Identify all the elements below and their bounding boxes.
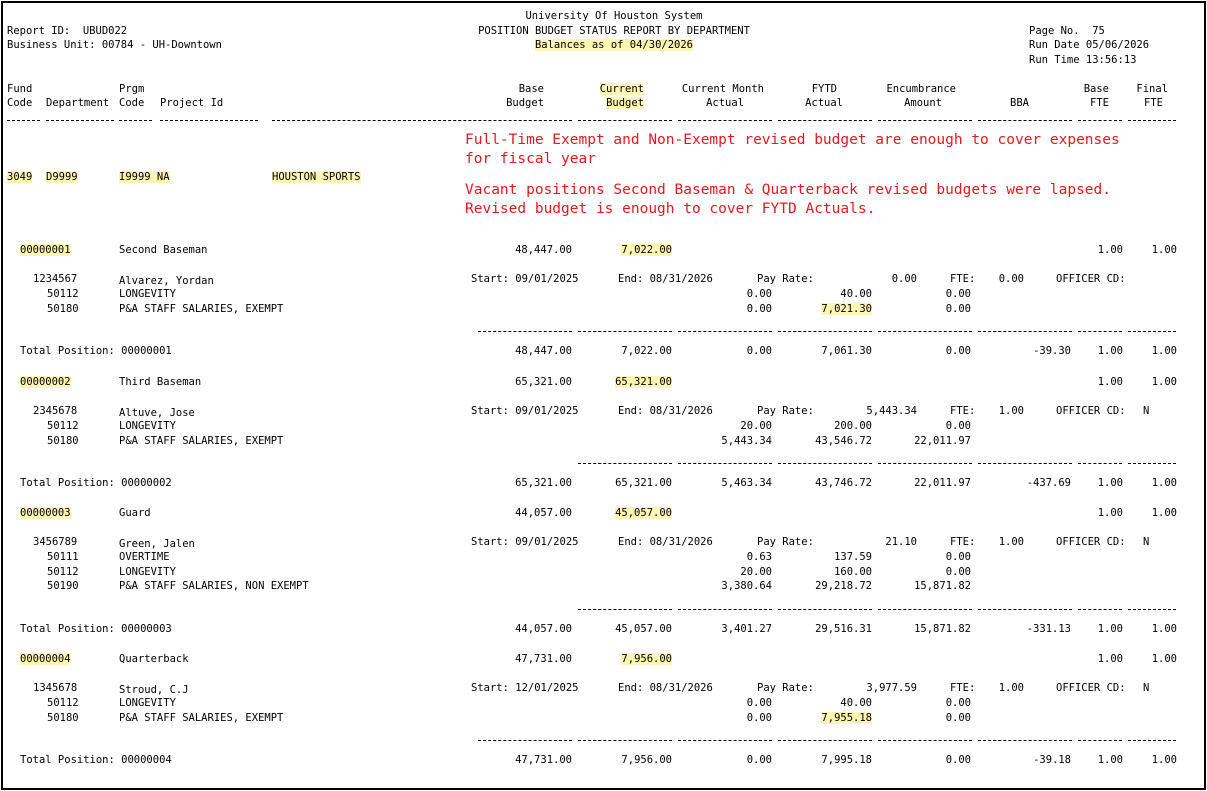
total-separator bbox=[978, 609, 1072, 610]
account-current-month: 0.00 bbox=[746, 302, 772, 315]
position-final-fte: 1.00 bbox=[1151, 244, 1177, 256]
fte-label: FTE: bbox=[950, 273, 976, 285]
position-base-budget: 47,731.00 bbox=[515, 653, 572, 665]
account-current-month: 20.00 bbox=[740, 565, 772, 578]
account-code: 50112 bbox=[47, 697, 79, 709]
officer-value: N bbox=[1143, 536, 1150, 548]
account-current-month: 0.00 bbox=[746, 711, 772, 724]
col-current-month: Current Month bbox=[681, 83, 764, 95]
account-encumbrance: 15,871.82 bbox=[914, 580, 971, 592]
position-base-fte: 1.00 bbox=[1097, 244, 1123, 256]
total-separator bbox=[578, 609, 672, 610]
employee-start: Start: 09/01/2025 bbox=[471, 536, 579, 548]
account-description: P&A STAFF SALARIES, EXEMPT bbox=[119, 711, 284, 724]
total-position-label: Total Position: 00000003 bbox=[20, 623, 172, 635]
total-separator bbox=[1128, 331, 1176, 332]
col-base-budget: Budget bbox=[506, 97, 544, 109]
position-final-fte: 1.00 bbox=[1151, 376, 1177, 388]
total-separator bbox=[778, 740, 872, 741]
total-separator bbox=[1078, 331, 1122, 332]
total-bba: -39.30 bbox=[1033, 345, 1071, 357]
position-current-budget: 7,022.00 bbox=[621, 244, 672, 256]
employee-name: Stroud, C.J bbox=[119, 684, 189, 696]
annotation-note-1-line-1: Full-Time Exempt and Non-Exempt revised budget are enough to cover expenses bbox=[465, 132, 1120, 148]
col-current: Current bbox=[599, 83, 644, 95]
run-time: Run Time 13:56:13 bbox=[1029, 54, 1137, 66]
pay-rate-label: Pay Rate: bbox=[757, 273, 814, 285]
account-fytd: 40.00 bbox=[840, 697, 872, 709]
account-code: 50112 bbox=[47, 565, 79, 578]
total-position-label: Total Position: 00000001 bbox=[20, 345, 172, 357]
account-code: 50112 bbox=[47, 420, 79, 432]
pay-rate-value: 21.10 bbox=[885, 536, 917, 548]
employee-id: 1234567 bbox=[33, 273, 78, 285]
position-final-fte: 1.00 bbox=[1151, 653, 1177, 665]
col-prgm-code: Code bbox=[119, 97, 145, 109]
account-current-month: 20.00 bbox=[740, 420, 772, 432]
account-code: 50190 bbox=[47, 580, 79, 592]
total-final-fte: 1.00 bbox=[1151, 477, 1177, 489]
position-title: Third Baseman bbox=[119, 376, 202, 388]
position-id: 00000002 bbox=[20, 376, 71, 388]
total-current-budget: 45,057.00 bbox=[615, 623, 672, 635]
dept-prgm: I9999 NA bbox=[119, 171, 170, 183]
total-base-fte: 1.00 bbox=[1097, 754, 1123, 766]
position-base-budget: 48,447.00 bbox=[515, 244, 572, 256]
position-base-fte: 1.00 bbox=[1097, 376, 1123, 388]
employee-start: Start: 12/01/2025 bbox=[471, 682, 579, 694]
total-final-fte: 1.00 bbox=[1151, 754, 1177, 766]
total-base-fte: 1.00 bbox=[1097, 345, 1123, 357]
position-title: Guard bbox=[119, 507, 151, 519]
total-separator bbox=[778, 609, 872, 610]
total-current-month: 5,463.34 bbox=[721, 477, 772, 489]
account-encumbrance: 22,011.97 bbox=[914, 434, 971, 447]
employee-id: 2345678 bbox=[33, 405, 78, 417]
fte-label: FTE: bbox=[950, 682, 976, 694]
account-encumbrance: 0.00 bbox=[945, 420, 971, 432]
position-title: Second Baseman bbox=[119, 244, 208, 256]
total-separator bbox=[1078, 463, 1122, 464]
total-separator bbox=[678, 463, 772, 464]
total-position-label: Total Position: 00000004 bbox=[20, 754, 172, 766]
total-current-month: 3,401.27 bbox=[721, 623, 772, 635]
employee-id: 3456789 bbox=[33, 536, 78, 548]
account-current-month: 5,443.34 bbox=[721, 434, 772, 447]
total-encumbrance: 0.00 bbox=[945, 345, 971, 357]
account-encumbrance: 0.00 bbox=[945, 711, 971, 724]
position-current-budget: 7,956.00 bbox=[621, 653, 672, 665]
officer-label: OFFICER CD: bbox=[1056, 536, 1126, 548]
account-fytd: 160.00 bbox=[834, 565, 872, 578]
account-encumbrance: 0.00 bbox=[945, 565, 971, 578]
total-separator bbox=[878, 609, 972, 610]
account-fytd: 7,021.30 bbox=[821, 302, 872, 315]
total-separator bbox=[1128, 463, 1176, 464]
account-description: LONGEVITY bbox=[119, 565, 176, 578]
total-current-month: 0.00 bbox=[746, 754, 772, 766]
account-code: 50111 bbox=[47, 551, 79, 563]
col-bba: BBA bbox=[1010, 97, 1029, 109]
officer-value: N bbox=[1143, 405, 1150, 417]
pay-rate-value: 3,977.59 bbox=[866, 682, 917, 694]
total-separator bbox=[778, 463, 872, 464]
total-base-budget: 44,057.00 bbox=[515, 623, 572, 635]
fte-label: FTE: bbox=[950, 536, 976, 548]
account-description: OVERTIME bbox=[119, 551, 170, 563]
total-separator bbox=[1078, 609, 1122, 610]
officer-label: OFFICER CD: bbox=[1056, 682, 1126, 694]
total-separator bbox=[978, 740, 1072, 741]
account-description: LONGEVITY bbox=[119, 420, 176, 432]
total-separator bbox=[978, 331, 1072, 332]
total-separator bbox=[878, 331, 972, 332]
account-current-month: 0.00 bbox=[746, 697, 772, 709]
col-encumbrance-amount: Amount bbox=[904, 97, 942, 109]
total-base-fte: 1.00 bbox=[1097, 477, 1123, 489]
total-separator bbox=[1128, 609, 1176, 610]
col-fytd: FYTD bbox=[811, 83, 837, 95]
employee-end: End: 08/31/2026 bbox=[618, 536, 713, 548]
col-current-budget: Budget bbox=[606, 97, 644, 109]
total-bba: -331.13 bbox=[1026, 623, 1071, 635]
employee-end: End: 08/31/2026 bbox=[618, 682, 713, 694]
page-number: Page No. 75 bbox=[1029, 25, 1105, 37]
officer-value: N bbox=[1143, 682, 1150, 694]
col-base-fte-label: FTE bbox=[1090, 97, 1109, 109]
dept-name: HOUSTON SPORTS bbox=[272, 171, 361, 183]
account-current-month: 3,380.64 bbox=[721, 580, 772, 592]
employee-end: End: 08/31/2026 bbox=[618, 273, 713, 285]
pay-rate-label: Pay Rate: bbox=[757, 682, 814, 694]
position-final-fte: 1.00 bbox=[1151, 507, 1177, 519]
account-encumbrance: 0.00 bbox=[945, 551, 971, 563]
col-base-fte: Base bbox=[1083, 83, 1109, 95]
total-separator bbox=[678, 609, 772, 610]
annotation-note-2-line-1: Vacant positions Second Baseman & Quarterback revised budgets were lapsed. bbox=[465, 182, 1112, 198]
fte-value: 1.00 bbox=[998, 536, 1024, 548]
col-fund-code: Code bbox=[7, 97, 33, 109]
total-bba: -437.69 bbox=[1026, 477, 1071, 489]
total-separator bbox=[578, 740, 672, 741]
total-separator bbox=[578, 331, 672, 332]
system-name: University Of Houston System bbox=[525, 10, 703, 22]
business-unit: Business Unit: 00784 - UH-Downtown bbox=[7, 39, 222, 51]
account-encumbrance: 0.00 bbox=[945, 288, 971, 300]
fte-value: 1.00 bbox=[998, 405, 1024, 417]
dept-fund: 3049 bbox=[7, 171, 33, 183]
total-position-label: Total Position: 00000002 bbox=[20, 477, 172, 489]
total-current-budget: 7,956.00 bbox=[621, 754, 672, 766]
col-final-fte-label: FTE bbox=[1144, 97, 1163, 109]
total-separator bbox=[1078, 740, 1122, 741]
position-title: Quarterback bbox=[119, 653, 189, 665]
total-separator bbox=[478, 331, 572, 332]
position-base-fte: 1.00 bbox=[1097, 653, 1123, 665]
total-encumbrance: 0.00 bbox=[945, 754, 971, 766]
account-code: 50180 bbox=[47, 711, 79, 724]
fte-value: 0.00 bbox=[998, 273, 1024, 285]
total-fytd: 29,516.31 bbox=[815, 623, 872, 635]
account-current-month: 0.63 bbox=[746, 551, 772, 563]
col-final-fte: Final bbox=[1136, 83, 1168, 95]
balances-text: Balances as of 04/30/2026 bbox=[534, 39, 694, 51]
total-final-fte: 1.00 bbox=[1151, 345, 1177, 357]
total-base-budget: 65,321.00 bbox=[515, 477, 572, 489]
account-description: P&A STAFF SALARIES, NON EXEMPT bbox=[119, 580, 309, 592]
total-encumbrance: 15,871.82 bbox=[914, 623, 971, 635]
account-fytd: 137.59 bbox=[834, 551, 872, 563]
position-id: 00000003 bbox=[20, 507, 71, 519]
total-separator bbox=[978, 463, 1072, 464]
account-encumbrance: 0.00 bbox=[945, 697, 971, 709]
total-current-budget: 65,321.00 bbox=[615, 477, 672, 489]
pay-rate-value: 5,443.34 bbox=[866, 405, 917, 417]
col-encumbrance: Encumbrance bbox=[886, 83, 956, 95]
total-encumbrance: 22,011.97 bbox=[914, 477, 971, 489]
col-project-id: Project Id bbox=[160, 97, 224, 109]
position-base-budget: 65,321.00 bbox=[515, 376, 572, 388]
total-separator bbox=[778, 331, 872, 332]
employee-end: End: 08/31/2026 bbox=[618, 405, 713, 417]
account-description: P&A STAFF SALARIES, EXEMPT bbox=[119, 434, 284, 447]
dept-department: D9999 bbox=[46, 171, 78, 183]
account-code: 50112 bbox=[47, 288, 79, 300]
annotation-note-1-line-2: for fiscal year bbox=[465, 151, 596, 167]
col-fytd-actual: Actual bbox=[805, 97, 843, 109]
pay-rate-value: 0.00 bbox=[891, 273, 917, 285]
officer-label: OFFICER CD: bbox=[1056, 273, 1126, 285]
account-encumbrance: 0.00 bbox=[945, 302, 971, 315]
total-bba: -39.18 bbox=[1033, 754, 1071, 766]
total-separator bbox=[478, 740, 572, 741]
account-fytd: 29,218.72 bbox=[815, 580, 872, 592]
col-prgm: Prgm bbox=[119, 83, 145, 95]
account-code: 50180 bbox=[47, 434, 79, 447]
annotation-note-2-line-2: Revised budget is enough to cover FYTD Actuals. bbox=[465, 201, 876, 217]
col-base: Base bbox=[518, 83, 544, 95]
position-base-budget: 44,057.00 bbox=[515, 507, 572, 519]
col-department: Department bbox=[46, 97, 110, 109]
pay-rate-label: Pay Rate: bbox=[757, 536, 814, 548]
employee-start: Start: 09/01/2025 bbox=[471, 405, 579, 417]
balances-date bbox=[404, 38, 824, 52]
col-fund: Fund bbox=[7, 83, 33, 95]
total-separator bbox=[678, 331, 772, 332]
total-separator bbox=[678, 740, 772, 741]
total-current-budget: 7,022.00 bbox=[621, 345, 672, 357]
account-fytd: 7,955.18 bbox=[821, 711, 872, 724]
position-current-budget: 65,321.00 bbox=[615, 376, 672, 388]
pay-rate-label: Pay Rate: bbox=[757, 405, 814, 417]
position-base-fte: 1.00 bbox=[1097, 507, 1123, 519]
account-fytd: 43,546.72 bbox=[815, 434, 872, 447]
total-current-month: 0.00 bbox=[746, 345, 772, 357]
total-fytd: 7,061.30 bbox=[821, 345, 872, 357]
position-current-budget: 45,057.00 bbox=[615, 507, 672, 519]
employee-name: Green, Jalen bbox=[119, 538, 195, 550]
col-current-month-actual: Actual bbox=[706, 97, 744, 109]
employee-start: Start: 09/01/2025 bbox=[471, 273, 579, 285]
account-current-month: 0.00 bbox=[746, 288, 772, 300]
run-date: Run Date 05/06/2026 bbox=[1029, 39, 1150, 51]
fte-label: FTE: bbox=[950, 405, 976, 417]
report-title: POSITION BUDGET STATUS REPORT BY DEPARTMENT bbox=[478, 25, 750, 37]
account-description: LONGEVITY bbox=[119, 697, 176, 709]
total-separator bbox=[878, 740, 972, 741]
account-code: 50180 bbox=[47, 302, 79, 315]
total-final-fte: 1.00 bbox=[1151, 623, 1177, 635]
account-fytd: 40.00 bbox=[840, 288, 872, 300]
position-id: 00000004 bbox=[20, 653, 71, 665]
total-base-budget: 47,731.00 bbox=[515, 754, 572, 766]
total-base-fte: 1.00 bbox=[1097, 623, 1123, 635]
total-fytd: 7,995.18 bbox=[821, 754, 872, 766]
total-base-budget: 48,447.00 bbox=[515, 345, 572, 357]
position-id: 00000001 bbox=[20, 244, 71, 256]
employee-name: Alvarez, Yordan bbox=[119, 275, 214, 287]
account-description: P&A STAFF SALARIES, EXEMPT bbox=[119, 302, 284, 315]
report-id: Report ID: UBUD022 bbox=[7, 25, 128, 37]
account-description: LONGEVITY bbox=[119, 288, 176, 300]
employee-name: Altuve, Jose bbox=[119, 407, 195, 419]
total-separator bbox=[878, 463, 972, 464]
total-fytd: 43,746.72 bbox=[815, 477, 872, 489]
account-fytd: 200.00 bbox=[834, 420, 872, 432]
officer-label: OFFICER CD: bbox=[1056, 405, 1126, 417]
total-separator bbox=[578, 463, 672, 464]
fte-value: 1.00 bbox=[998, 682, 1024, 694]
total-separator bbox=[1128, 740, 1176, 741]
employee-id: 1345678 bbox=[33, 682, 78, 694]
